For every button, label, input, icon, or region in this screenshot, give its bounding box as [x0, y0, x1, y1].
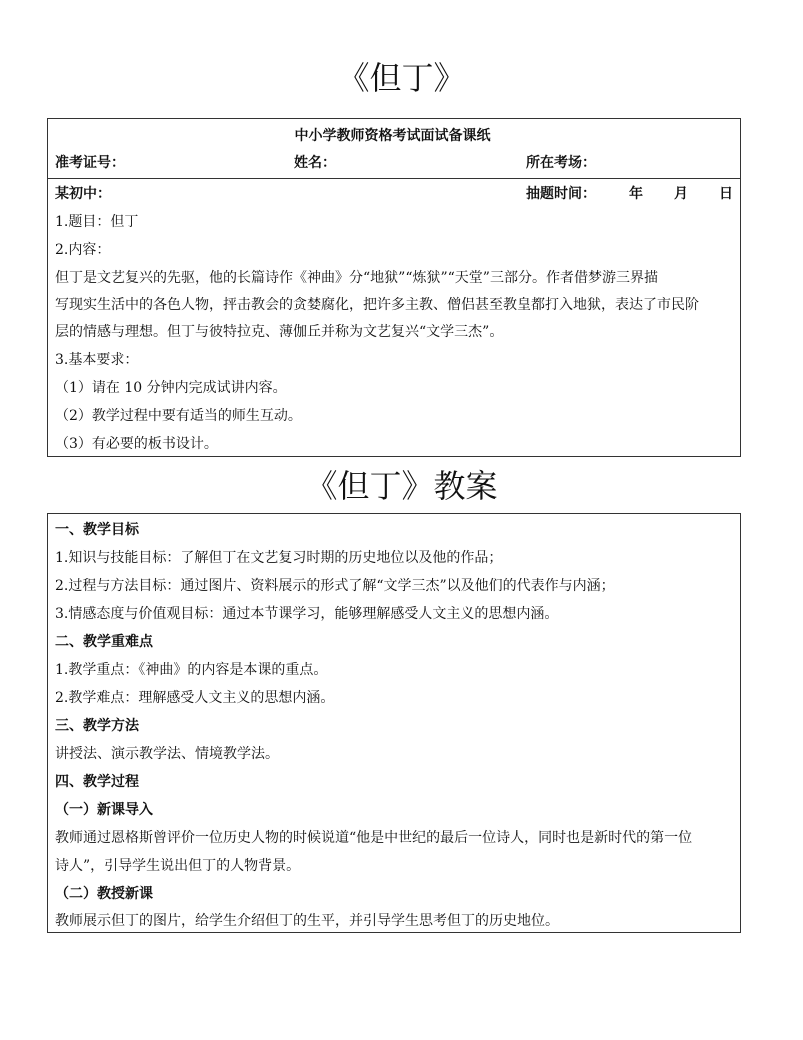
- draw-time-label: 抽题时间：: [526, 186, 596, 202]
- requirement-item: （2）教学过程中要有适当的师生互动。: [55, 408, 302, 424]
- objective-item: 3.情感态度与价值观目标：通过本节课学习，能够理解感受人文主义的思想内涵。: [55, 606, 559, 622]
- content-line: 但丁是文艺复兴的先驱，他的长篇诗作《神曲》分“地狱”“炼狱”“天堂”三部分。作者借梦游三界描: [55, 270, 658, 286]
- key-point-item: 2.教学难点：理解感受人文主义的思想内涵。: [55, 690, 335, 706]
- content-label: 2.内容：: [55, 242, 111, 258]
- methods-text: 讲授法、演示教学法、情境教学法。: [55, 746, 279, 762]
- name-label: 姓名：: [294, 155, 336, 171]
- venue-label: 所在考场：: [526, 155, 596, 171]
- form-header: 中小学教师资格考试面试备课纸: [294, 128, 491, 144]
- key-point-item: 1.教学重点：《神曲》的内容是本课的重点。: [55, 662, 328, 678]
- month-unit: 月: [674, 186, 688, 202]
- process-heading: 四、教学过程: [55, 774, 139, 790]
- requirement-item: （1）请在 10 分钟内完成试讲内容。: [55, 380, 287, 396]
- new-lesson-heading: （二）教授新课: [55, 886, 153, 902]
- lesson-plan: [47, 513, 741, 933]
- methods-heading: 三、教学方法: [55, 718, 139, 734]
- key-points-heading: 二、教学重难点: [55, 634, 153, 650]
- document-title: 《但丁》: [337, 59, 466, 97]
- exam-prep-form: [47, 118, 741, 457]
- content-line: 写现实生活中的各色人物，抨击教会的贪婪腐化，把许多主教、僧侣甚至教皇都打入地狱，表达了市民阶: [55, 297, 699, 313]
- school-label: 某初中：: [55, 186, 111, 202]
- content-line: 层的情感与理想。但丁与彼特拉克、薄伽丘并称为文艺复兴“文学三杰”。: [55, 324, 504, 340]
- form-divider: [48, 178, 740, 179]
- intro-line: 教师通过恩格斯曾评价一位历史人物的时候说道“他是中世纪的最后一位诗人，同时也是新时代的第一位: [55, 830, 693, 846]
- requirements-label: 3.基本要求：: [55, 352, 139, 368]
- year-unit: 年: [629, 186, 643, 202]
- new-lesson-text: 教师展示但丁的图片，给学生介绍但丁的生平，并引导学生思考但丁的历史地位。: [55, 913, 559, 929]
- topic-line: 1.题目：但丁: [55, 214, 139, 230]
- intro-heading: （一）新课导入: [55, 802, 153, 818]
- intro-line: 诗人”，引导学生说出但丁的人物背景。: [55, 858, 301, 874]
- objective-item: 1.知识与技能目标：了解但丁在文艺复习时期的历史地位以及他的作品；: [55, 550, 503, 566]
- day-unit: 日: [719, 186, 733, 202]
- requirement-item: （3）有必要的板书设计。: [55, 436, 218, 452]
- lesson-plan-title: 《但丁》教案: [305, 467, 498, 505]
- objective-item: 2.过程与方法目标：通过图片、资料展示的形式了解“文学三杰”以及他们的代表作与内涵；: [55, 578, 615, 594]
- objectives-heading: 一、教学目标: [55, 522, 139, 538]
- exam-id-label: 准考证号：: [55, 155, 125, 171]
